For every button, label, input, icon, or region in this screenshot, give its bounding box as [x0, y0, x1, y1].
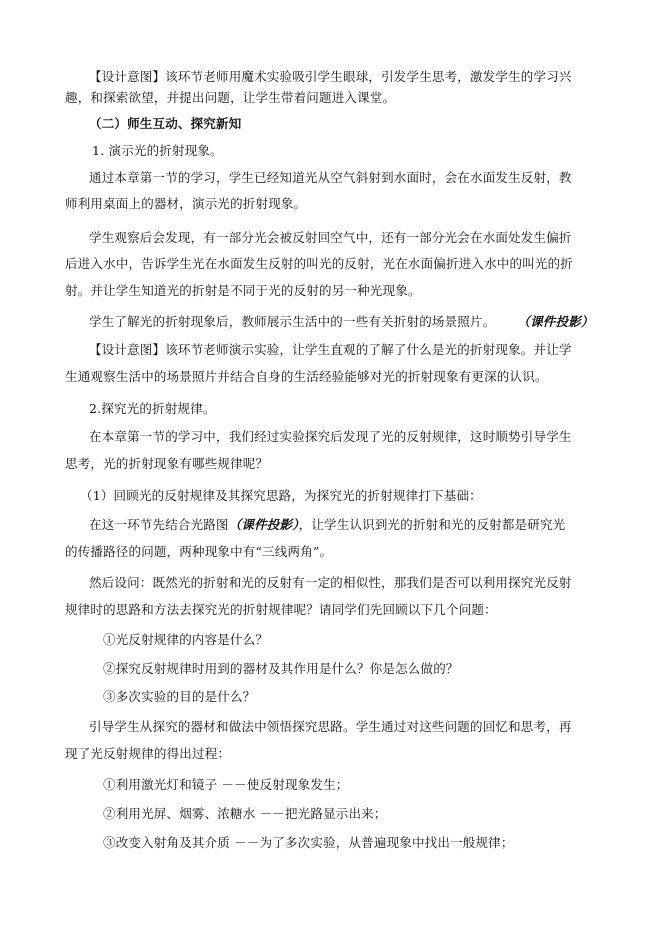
section-heading: （二）师生互动、探究新知: [89, 116, 242, 131]
design-intent-1-line-1: 【设计意图】该环节老师用魔术实验吸引学生眼球，引发学生思考，激发学生的学习兴: [89, 69, 572, 84]
sub-heading-1: （1）回顾光的反射规律及其探究思路，为探究光的折射规律打下基础：: [80, 488, 482, 503]
paragraph-4-text: 学生了解光的折射现象后，教师展示生活中的一些有关折射的场景照片。: [89, 314, 496, 329]
answer-1: ①利用激光灯和镜子 －－使反射现象发生；: [103, 777, 349, 792]
design-intent-2-line-2: 生通观察生活中的场景照片并结合自身的生活经验能够对光的折射现象有更深的认识。: [65, 369, 548, 384]
answer-3: ③改变入射角及其介质 －－为了多次实验，从普遍现象中找出一般规律；: [103, 835, 514, 850]
courseware-projection-note: （课件投影）: [517, 314, 594, 329]
paragraph-7-pre: 在这一环节先结合光路图: [89, 517, 229, 532]
item-2-heading: 2.探究光的折射规律。: [89, 401, 216, 416]
design-intent-2-line-1: 【设计意图】该环节老师演示实验，让学生直观的了解了什么是光的折射现象。并让学: [89, 342, 572, 357]
question-2: ②探究反射规律时用到的器材及其作用是什么？你是怎么做的？: [103, 661, 459, 676]
question-3: ③多次实验的目的是什么？: [103, 689, 256, 704]
paragraph-8-line-1: 然后设问：既然光的折射和光的反射有一定的相似性，那我们是否可以利用探究光反射: [89, 575, 572, 590]
paragraph-7-post: ，让学生认识到光的折射和光的反射都是研究光: [298, 517, 566, 532]
paragraph-3-line-2: 后进入水中，告诉学生光在水面发生反射的叫光的反射，光在水面偏折进入水中的叫光的折: [65, 256, 574, 271]
paragraph-2-line-2: 师利用桌面上的器材，演示光的折射现象。: [65, 196, 307, 211]
paragraph-2-line-1: 通过本章第一节的学习，学生已经知道光从空气斜射到水面时，会在水面发生反射，教: [89, 170, 572, 185]
paragraph-4: [89, 314, 594, 330]
paragraph-6-line-1: 在本章第一节的学习中，我们经过实验探究后发现了光的反射规律，这时顺势引导学生: [89, 429, 572, 444]
paragraph-9-line-2: 现了光反射规律的得出过程：: [65, 746, 231, 761]
paragraph-3-line-1: 学生观察后会发现，有一部分光会被反射回空气中，还有一部分光会在水面处发生偏折: [89, 230, 572, 245]
paragraph-7-line-1: [89, 517, 565, 533]
question-1: ①光反射规律的内容是什么？: [103, 632, 269, 647]
answer-2: ②利用光屏、烟雾、浓糖水 －－把光路显示出来；: [103, 806, 387, 821]
paragraph-7-line-2: 的传播路径的问题，两种现象中有“三线两角”。: [65, 544, 333, 559]
paragraph-6-line-2: 思考，光的折射现象有哪些规律呢？: [65, 456, 269, 471]
paragraph-3-line-3: 射。并让学生知道光的折射是不同于光的反射的另一种光现象。: [65, 283, 421, 298]
item-1-heading: 1. 演示光的折射现象。: [92, 143, 223, 158]
paragraph-9-line-1: 引导学生从探究的器材和做法中领悟探究思路。学生通过对这些问题的回忆和思考，再: [89, 719, 572, 734]
design-intent-1-line-2: 趣，和探索欲望，并提出问题，让学生带着问题进入课堂。: [65, 90, 396, 105]
paragraph-8-line-2: 规律时的思路和方法去探究光的折射规律呢？请同学们先回顾以下几个问题：: [65, 602, 497, 617]
courseware-projection-note-2: （课件投影）: [228, 517, 299, 532]
